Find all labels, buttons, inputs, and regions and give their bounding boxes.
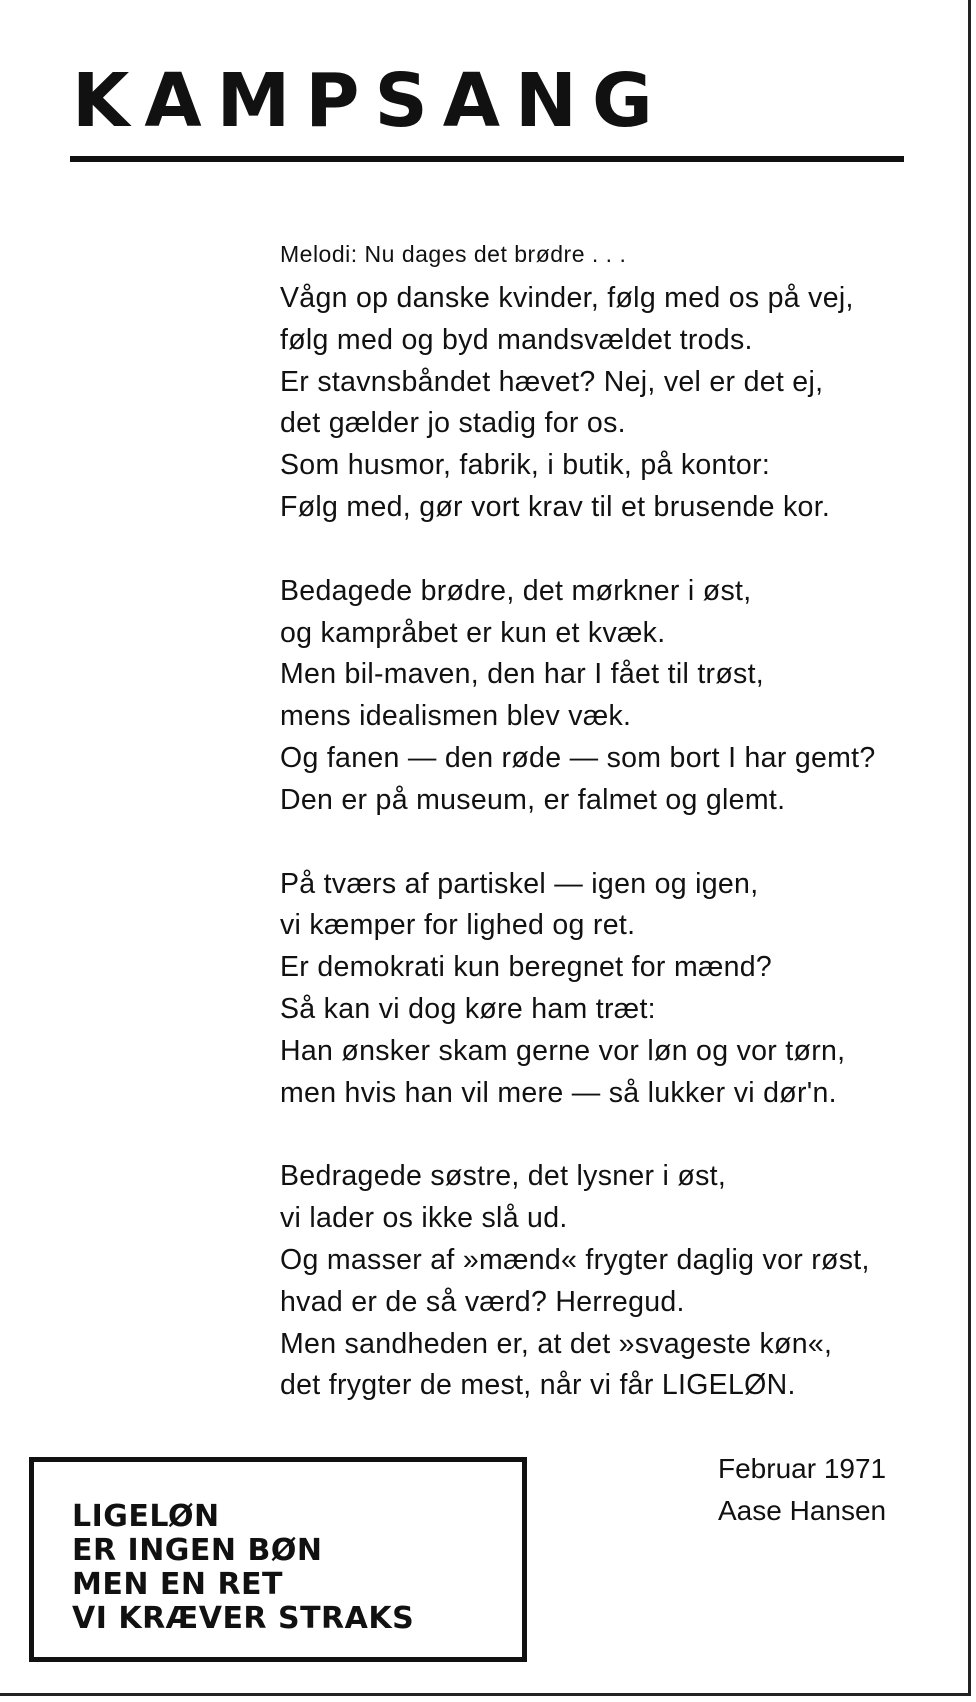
poem-line: mens idealismen blev væk. [280,700,632,733]
poem-line: men hvis han vil mere — så lukker vi dør'n. [280,1076,837,1109]
poem-line: hvad er de så værd? Herregud. [280,1285,685,1318]
signature [718,1448,886,1532]
poem-line: Følg med, gør vort krav til et brusende kor. [280,490,831,523]
slogan-line: LIGELØN [72,1499,220,1534]
slogan-line: ER INGEN BØN [72,1533,323,1568]
slogan-text [72,1500,414,1636]
poem [280,278,940,1449]
poem-line: Men bil-maven, den har I fået til trøst, [280,658,765,691]
poem-line: Vågn op danske kvinder, følg med os på vej, [280,282,854,314]
slogan-line: VI KRÆVER STRAKS [72,1601,415,1636]
poem-line: Og masser af »mænd« frygter daglig vor røst, [280,1243,870,1276]
poem-line: Og fanen — den røde — som bort I har gemt? [280,741,876,774]
slogan-line: MEN EN RET [72,1567,284,1602]
poem-line: vi kæmper for lighed og ret. [280,909,636,942]
poem-line: og kampråbet er kun et kvæk. [280,616,666,649]
page-title: KAMPSANG [72,58,668,144]
poem-line: Den er på museum, er falmet og glemt. [280,783,786,816]
poem-line: Bedagede brødre, det mørkner i øst, [280,574,752,607]
stanza-4 [280,1156,940,1407]
stanza-1 [280,278,940,529]
signature-date: Februar 1971 [718,1453,887,1484]
stanza-2 [280,571,940,822]
poem-line: Så kan vi dog køre ham træt: [280,992,656,1025]
poem-line: det gælder jo stadig for os. [280,407,626,440]
signature-author: Aase Hansen [718,1495,887,1526]
poem-line: Som husmor, fabrik, i butik, på kontor: [280,449,771,482]
title-underline [70,156,904,162]
poem-line: Han ønsker skam gerne vor løn og vor tørn, [280,1034,846,1067]
poem-line: Men sandheden er, at det »svageste køn«, [280,1327,833,1360]
poem-line: følg med og byd mandsvældet trods. [280,323,753,356]
poem-line: vi lader os ikke slå ud. [280,1202,568,1235]
poem-line: På tværs af partiskel — igen og igen, [280,867,759,900]
stanza-3 [280,864,940,1115]
poem-line: Er stavnsbåndet hævet? Nej, vel er det ej, [280,365,824,398]
poem-line: Bedragede søstre, det lysner i øst, [280,1160,727,1193]
melody-note: Melodi: Nu dages det brødre . . . [280,241,627,267]
poem-line: det frygter de mest, når vi får LIGELØN. [280,1369,796,1402]
slogan-box [29,1457,527,1662]
poem-line: Er demokrati kun beregnet for mænd? [280,951,773,984]
